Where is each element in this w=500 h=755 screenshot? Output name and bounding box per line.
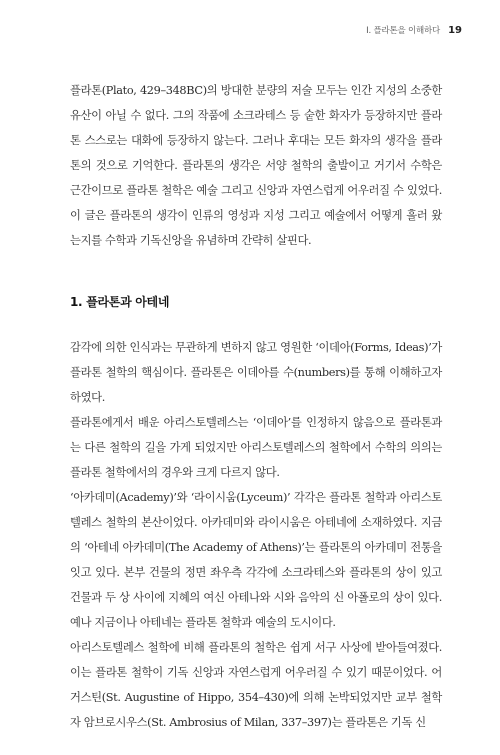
page-body (70, 78, 442, 735)
section-title: 플라톤과 아테네 (86, 295, 170, 309)
running-header (366, 24, 462, 36)
body-paragraph: 감각에 의한 인식과는 무관하게 변하지 않고 영원한 ‘이데아(Forms, Ideas)’가 플라톤 철학의 핵심이다. 플라톤은 이데아를 수(numbers)를 통해 이해하고자 하였다. (70, 341, 442, 404)
body-paragraph: 플라톤에게서 배운 아리스토텔레스는 ‘이데아’를 인정하지 않음으로 플라톤과는 다른 철학의 길을 가게 되었지만 아리스토텔레스의 철학에서 수학의 의의는 플라톤 철학에서의 경우와 크게 다르지 않다. (70, 416, 442, 479)
page-number: 19 (448, 25, 462, 36)
body-paragraph: ‘아카데미(Academy)’와 ‘라이시움(Lyceum)’ 각각은 플라톤 철학과 아리스토텔레스 철학의 본산이었다. 아카데미와 라이시움은 아테네에 소재하였다. 지금의 ‘아테네 아카데미(The Academy of Athens)’는 플라톤의 아카데미 전통을 잇고 있다. 본부 건물의 정면 좌우측 각각에 소크라테스와 플라톤의 상이 있고 건물과 두 상 사이에 지혜의 여신 아테나와 시와 음악의 신 아폴로의 상이 있다. 예나 지금이나 아테네는 플라톤 철학과 예술의 도시이다. (70, 491, 442, 629)
section-number: 1. (70, 295, 83, 309)
intro-paragraph: 플라톤(Plato, 429–348BC)의 방대한 분량의 저술 모두는 인간 지성의 소중한 유산이 아닐 수 없다. 그의 작품에 소크라테스 등 숱한 화자가 등장하지만 플라톤 스스로는 대화에 등장하지 않는다. 그러나 후대는 모든 화자의 생각을 플라톤의 것으로 기억한다. 플라톤의 생각은 서양 철학의 출발이고 거기서 수학은 근간이므로 플라톤 철학은 예술 그리고 신앙과 자연스럽게 어우러질 수 있었다. 이 글은 플라톤의 생각이 인류의 영성과 지성 그리고 예술에서 어떻게 흘러 왔는지를 수학과 기독신앙을 유념하며 간략히 살핀다. (70, 84, 442, 247)
running-title: I. 플라톤을 이해하다 (366, 26, 441, 36)
section-heading (70, 290, 442, 315)
body-paragraph: 아리스토텔레스 철학에 비해 플라톤의 철학은 쉽게 서구 사상에 받아들여졌다. 이는 플라톤 철학이 기독 신앙과 자연스럽게 어우러질 수 있기 때문이었다. 어거스틴(St. Augustine of Hippo, 354–430)에 의해 논박되었지만 교부 철학자 암브로시우스(St. Ambrosius of Milan, 337–397)는 플라톤은 기독 신 (70, 641, 442, 729)
